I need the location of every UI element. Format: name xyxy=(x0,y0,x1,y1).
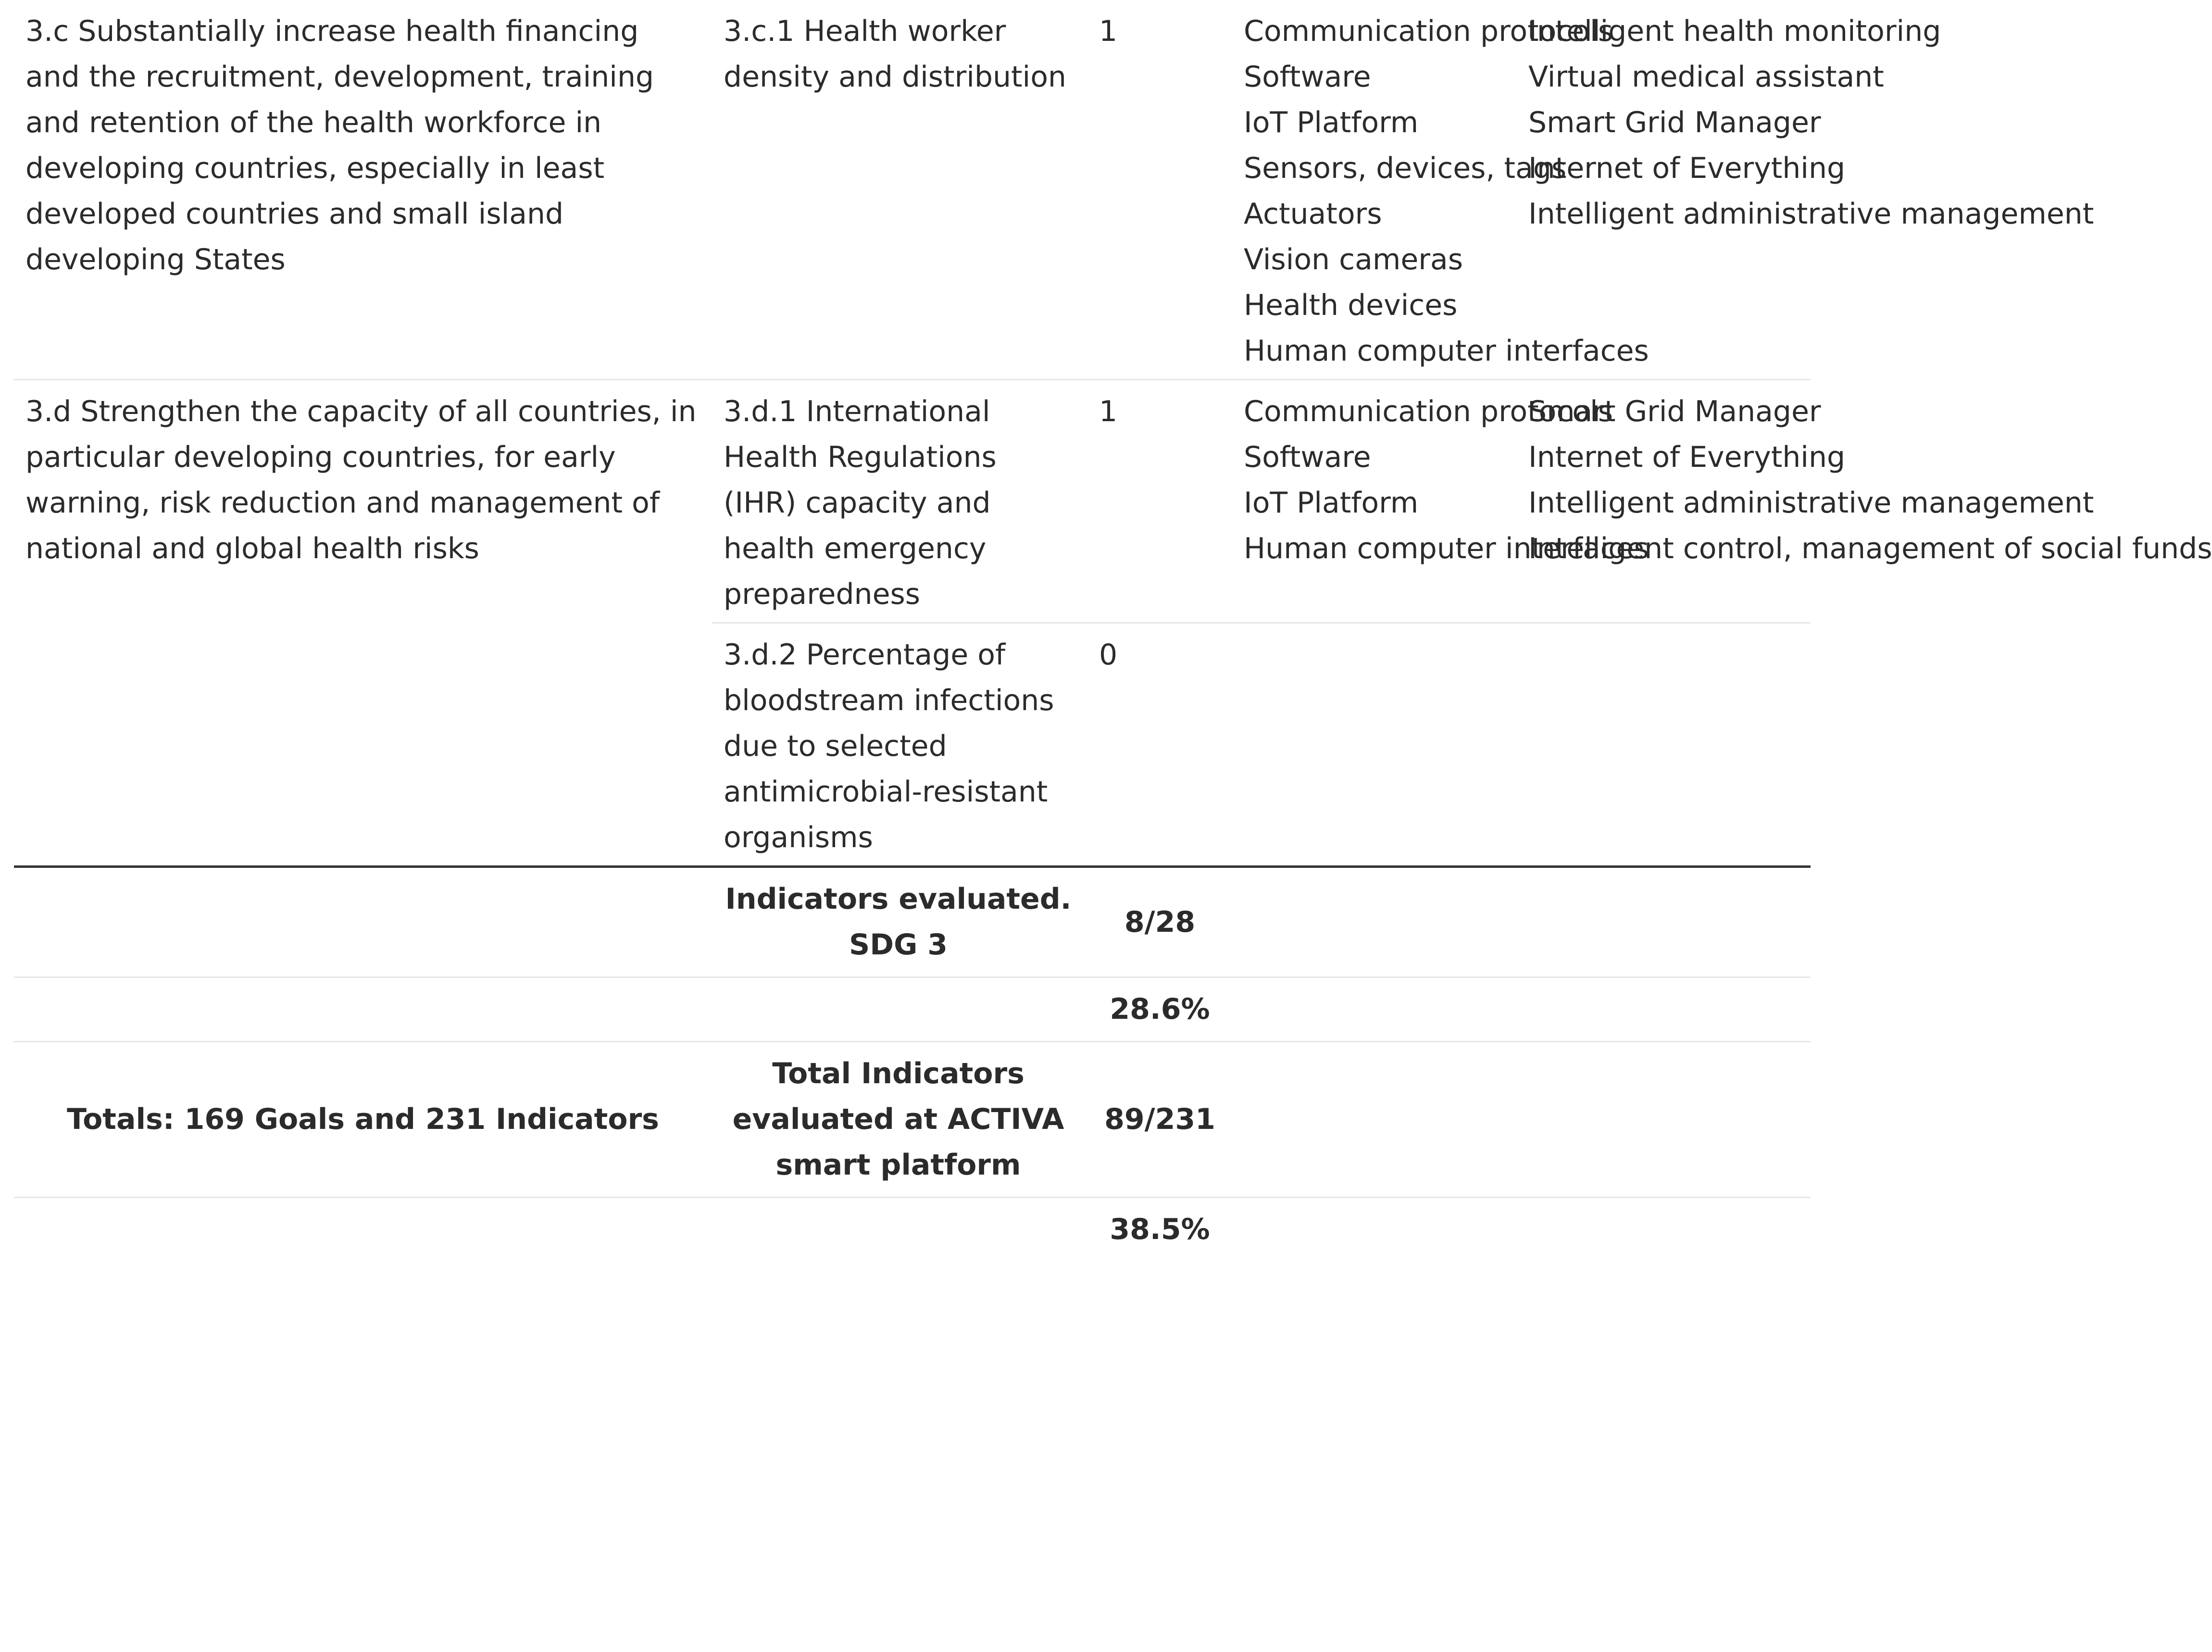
summary-row-sdg-percent xyxy=(14,977,1811,1042)
services-cell xyxy=(1517,0,2094,380)
sdg-evaluated-percent: 28.6% xyxy=(1085,977,1232,1042)
score-cell xyxy=(1085,380,1232,623)
indicator-cell xyxy=(712,0,1085,380)
services-cell xyxy=(1517,380,2212,623)
totals-label: Totals: 169 Goals and 231 Indicators xyxy=(14,1042,712,1198)
service-item: Intelligent administrative management xyxy=(1528,197,2094,231)
indicator-text: 3.c.1 Health worker density and distribution xyxy=(724,14,1066,94)
technology-item: Vision cameras xyxy=(1244,243,1463,276)
service-item: Smart Grid Manager xyxy=(1528,395,1821,428)
technology-item: Health devices xyxy=(1244,288,1458,322)
summary-row-sdg xyxy=(14,867,1811,977)
technology-item: Software xyxy=(1244,60,1371,94)
summary-empty-cell xyxy=(1517,867,1811,977)
technologies-cell xyxy=(1232,623,1517,867)
summary-empty-cell xyxy=(1517,1042,1811,1198)
sdg-evaluated-label: Indicators evaluated. SDG 3 xyxy=(712,867,1085,977)
technology-item: Human computer interfaces xyxy=(1244,334,1649,368)
service-item: Virtual medical assistant xyxy=(1528,60,1884,94)
service-item: Internet of Everything xyxy=(1528,440,1846,474)
score-value: 1 xyxy=(1099,14,1118,48)
indicator-text: 3.d.2 Percentage of bloodstream infections due to selected antimicrobial-resistant organisms xyxy=(724,638,1054,854)
service-item: Internet of Everything xyxy=(1528,151,1846,185)
services-cell xyxy=(1517,623,1811,867)
summary-empty-cell xyxy=(14,977,712,1042)
summary-empty-cell xyxy=(1232,977,1517,1042)
summary-empty-cell xyxy=(1232,867,1517,977)
score-value: 0 xyxy=(1099,638,1118,672)
technology-item: Actuators xyxy=(1244,197,1382,231)
summary-empty-cell xyxy=(1232,1198,1517,1262)
table-row xyxy=(14,380,1811,623)
summary-empty-cell xyxy=(14,867,712,977)
score-cell xyxy=(1085,623,1232,867)
technologies-cell xyxy=(1232,0,1649,380)
technology-item: Communication protocols xyxy=(1244,395,1613,428)
summary-empty-cell xyxy=(1517,977,1811,1042)
summary-empty-cell xyxy=(14,1198,712,1262)
total-evaluated-value: 89/231 xyxy=(1085,1042,1232,1198)
technology-item: IoT Platform xyxy=(1244,106,1419,139)
service-item: Intelligent health monitoring xyxy=(1528,14,1941,48)
score-cell xyxy=(1085,0,1232,380)
table-row xyxy=(14,0,1811,380)
technology-item: IoT Platform xyxy=(1244,486,1419,520)
summary-empty-cell xyxy=(712,1198,1085,1262)
sdg-indicator-table xyxy=(14,0,2212,1261)
sdg-indicator-table-container xyxy=(14,0,2212,1261)
score-value: 1 xyxy=(1099,395,1118,428)
summary-row-total-percent xyxy=(14,1198,1811,1262)
technology-item: Software xyxy=(1244,440,1371,474)
technology-item: Sensors, devices, tags xyxy=(1244,151,1567,185)
total-evaluated-percent: 38.5% xyxy=(1110,1213,1210,1246)
technologies-cell xyxy=(1232,380,1649,623)
service-item: Intelligent administrative management xyxy=(1528,486,2094,520)
summary-empty-cell xyxy=(1517,1198,1811,1262)
indicator-cell xyxy=(712,380,1085,623)
summary-empty-cell xyxy=(1232,1042,1517,1198)
service-item: Intelligent control, management of social funds xyxy=(1528,532,2212,565)
indicator-cell xyxy=(712,623,1085,867)
target-cell xyxy=(14,0,712,380)
summary-empty-cell xyxy=(712,977,1085,1042)
target-text: 3.c Substantially increase health financing and the recruitment, development, training and retention of the health workforce in developing countries, especially in least developed countries and small island developing States xyxy=(25,14,654,276)
target-cell xyxy=(14,380,712,867)
summary-row-totals xyxy=(14,1042,1811,1198)
total-evaluated-label: Total Indicators evaluated at ACTIVA smart platform xyxy=(712,1042,1085,1198)
sdg-evaluated-value: 8/28 xyxy=(1085,867,1232,977)
target-text: 3.d Strengthen the capacity of all countries, in particular developing countries, for early warning, risk reduction and management of national and global health risks xyxy=(25,395,697,565)
indicator-text: 3.d.1 International Health Regulations (IHR) capacity and health emergency preparedness xyxy=(724,395,997,611)
technology-item: Communication protocols xyxy=(1244,14,1613,48)
technology-item: Human computer interfaces xyxy=(1244,532,1649,565)
service-item: Smart Grid Manager xyxy=(1528,106,1821,139)
